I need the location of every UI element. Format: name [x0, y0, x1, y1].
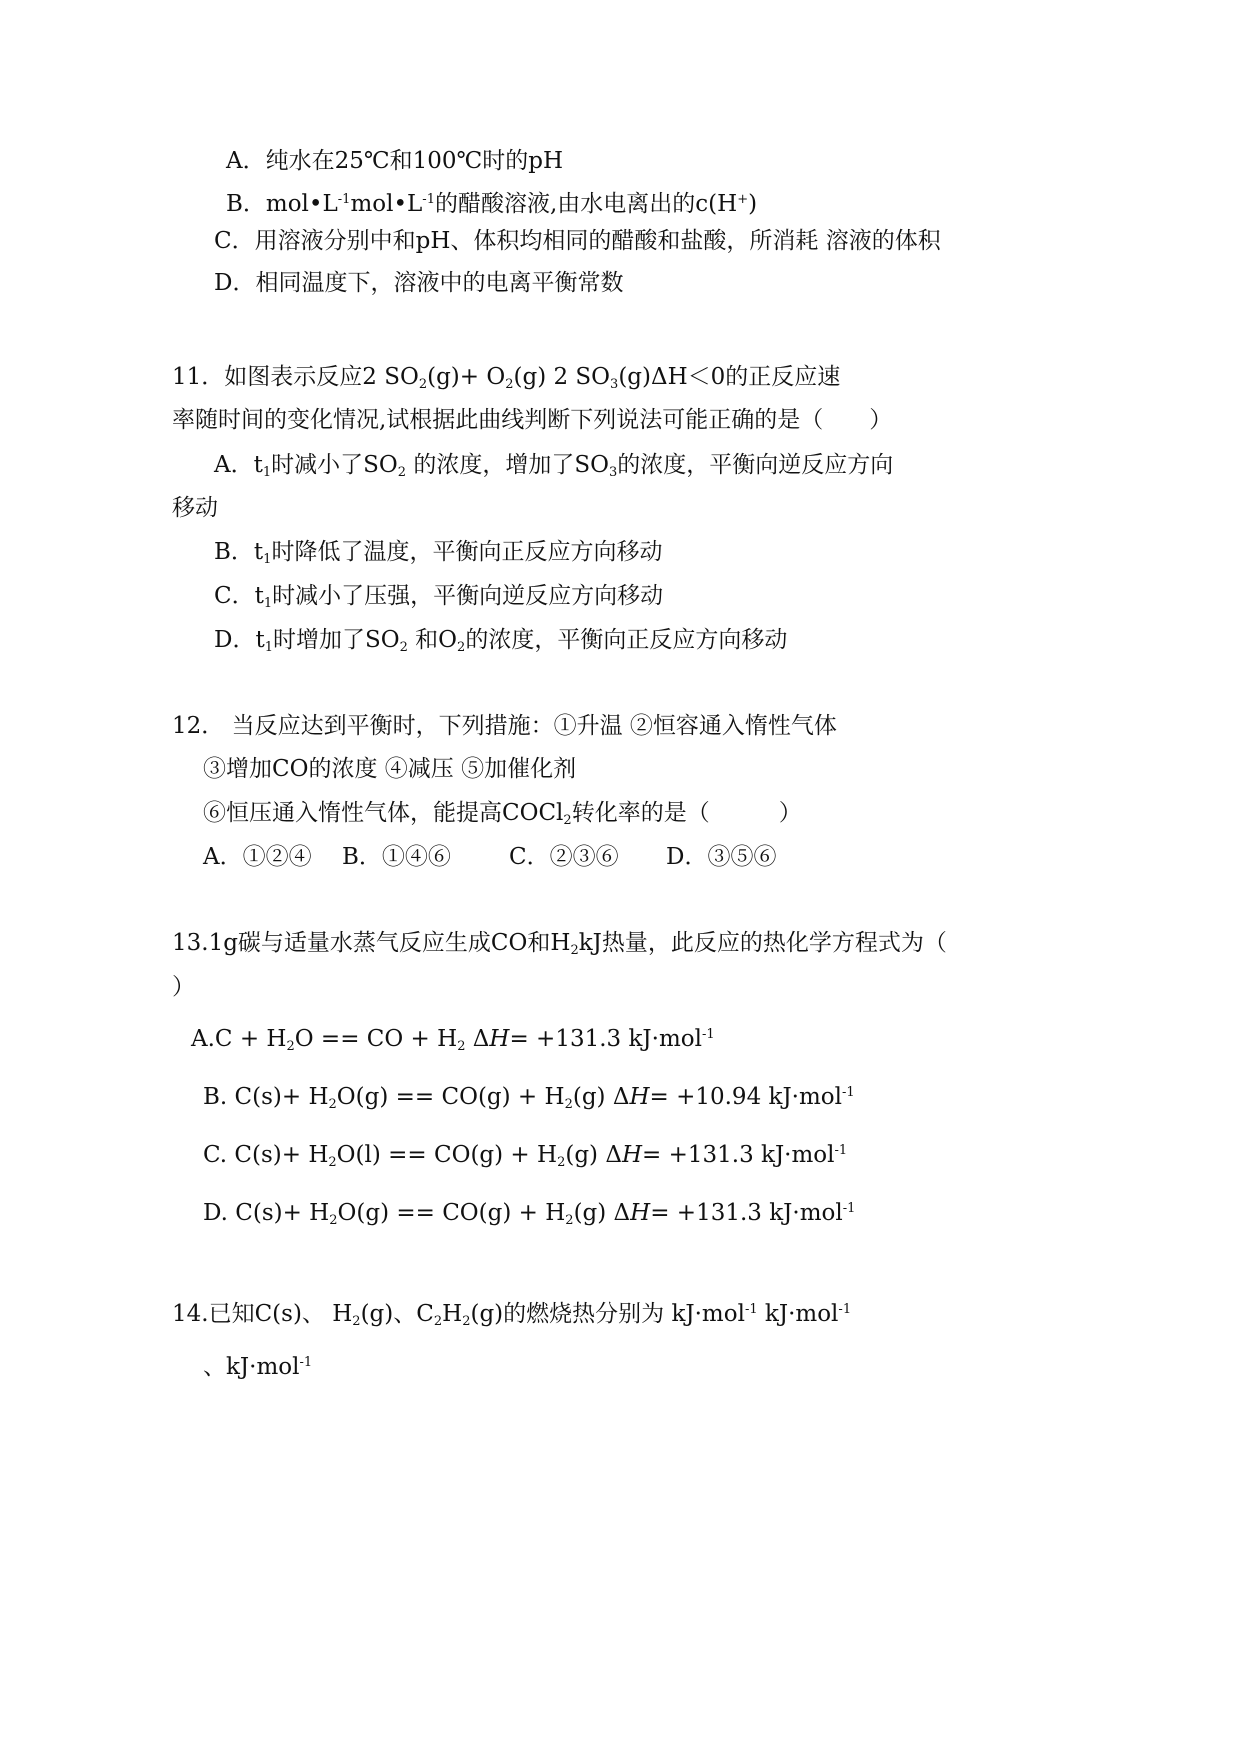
q12-option-a: A．①②④: [203, 844, 312, 870]
q10-option-c: C．用溶液分别中和pH、体积均相同的醋酸和盐酸，所消耗 溶液的体积: [214, 228, 941, 254]
q13-option-b: B. $C(s)+ H_2O(g) == CO(g) + H_2(g)$ ΔH= +10.94 kJ·mol$^{-1}$: [203, 1084, 855, 1112]
q13-option-d: D. $C(s)+ H_2O(g) == CO(g) + H_2(g)$ ΔH= +131.3 kJ·mol$^{-1}$: [203, 1200, 856, 1228]
q14-stem-line2: 、kJ·mol$^{-1}$: [203, 1354, 313, 1380]
q11-option-c: C．$t_1$时减小了压强，平衡向逆反应方向移动: [214, 583, 664, 611]
q12-stem-line2: ③增加CO的浓度 ④减压 ⑤加催化剂: [203, 756, 577, 782]
q13-stem-line1: 13.1g碳与适量水蒸气反应生成CO和$H_2kJ$热量，此反应的热化学方程式为（: [172, 930, 947, 958]
q10-option-a: A．纯水在25℃和100℃时的pH: [226, 148, 564, 174]
q12-option-c: C．②③⑥: [509, 844, 619, 870]
q13-stem-line2: ）: [172, 974, 195, 1000]
q12-stem-line1: 12． 当反应达到平衡时，下列措施：①升温 ②恒容通入惰性气体: [172, 713, 837, 739]
q10-option-d: D．相同温度下，溶液中的电离平衡常数: [214, 270, 624, 296]
q11-option-b: B．$t_1$时降低了温度，平衡向正反应方向移动: [214, 539, 663, 567]
q10-option-b: B．$mol•L^{-1}mol•L^{-1}$的醋酸溶液,由水电离出的c(H+): [226, 191, 758, 217]
q13-option-a: $A.C + H_2O$ == CO + $H_2$ ΔH= +131.3 kJ·mol$^{-1}$: [191, 1026, 715, 1054]
q11-option-d: D．$t_1$时增加了$SO_2$ 和$O_2$的浓度，平衡向正反应方向移动: [214, 627, 788, 655]
q12-option-d: D．③⑤⑥: [666, 844, 777, 870]
q14-stem-line1: 14.已知C(s)、 $H_2(g)$、$C_2H_2(g)$的燃烧热分别为 kJ·mol$^{-1}$ kJ·mol$^{-1}$: [172, 1301, 852, 1329]
q11-stem-line1: 11．如图表示反应2 $SO_2(g)+ O_2(g)$ 2 $SO_3(g)\Delta H<0$的正反应速: [172, 364, 841, 392]
q13-option-c: C. $C(s)+ H_2O(l) == CO(g) + H_2(g)$ ΔH= +131.3 kJ·mol$^{-1}$: [203, 1142, 848, 1170]
q12-stem-line3: ⑥恒压通入惰性气体，能提高COCl$_2$转化率的是（ ）: [203, 800, 802, 828]
q11-option-a-continued: 移动: [172, 495, 218, 521]
q11-stem-line2: 率随时间的变化情况,试根据此曲线判断下列说法可能正确的是（ ）: [172, 407, 893, 433]
q11-option-a: A．$t_1$时减小了$SO_2$ 的浓度，增加了$SO_3$的浓度，平衡向逆反应方向: [214, 452, 894, 480]
q12-option-b: B．①④⑥: [342, 844, 451, 870]
